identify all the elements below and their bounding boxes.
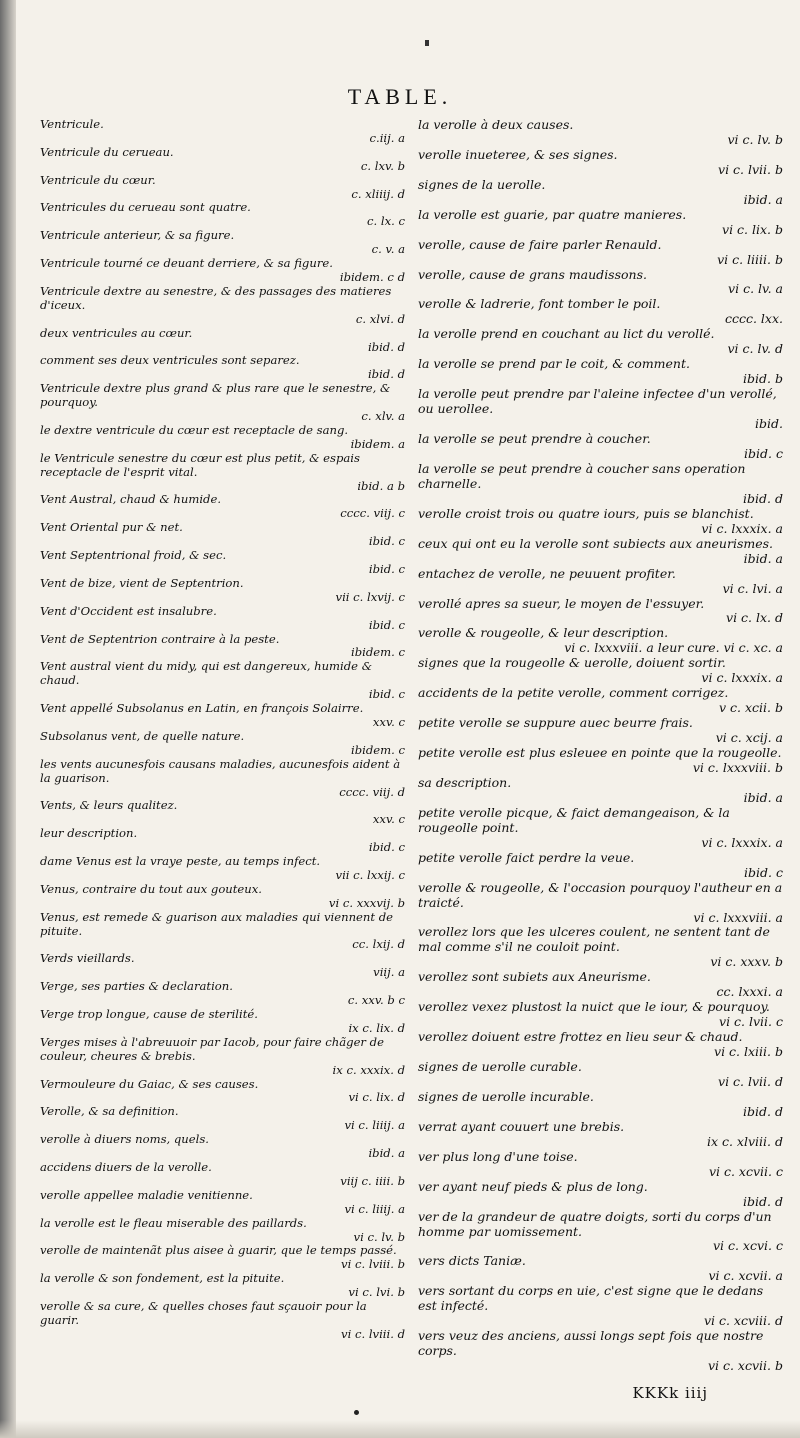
index-entry-reference: vi c. liiij. a [344,1201,405,1216]
index-entry-text: la verolle prend en couchant au lict du verollé. [418,326,715,342]
index-entry [40,1244,405,1272]
index-entry-text: Verge trop longue, cause de sterilité. [40,1007,258,1021]
index-entry-text: verolle & rougeolle, & leur description. [418,625,669,641]
index-entry-reference: ibidem. c [351,645,405,660]
index-entry-reference: vii c. lxvij. c [335,589,405,604]
index-entry-reference: vi c. xxxv. b [710,954,783,970]
index-entry-reference: vi c. xcvii. b [707,1358,783,1374]
index-entry-text: Verge, ses parties & declaration. [40,979,233,994]
index-entry-text: verolle inueteree, & ses signes. [418,146,618,162]
index-entry-text: Subsolanus vent, de quelle nature. [40,728,245,743]
index-entry-reference: viij. a [373,965,405,980]
index-entry [418,1090,783,1120]
index-entry [40,174,405,202]
index-entry [40,605,405,633]
index-entry [40,1300,405,1342]
index-entry-text: accidens diuers de la verolle. [40,1159,212,1174]
index-entry-reference: vi c. lxxxix. a [701,670,783,686]
index-entry-reference: vi c. lvi. b [348,1285,405,1300]
index-entry-text: verolle & ladrerie, font tomber le poil. [418,296,661,312]
index-entry-text: Vent Oriental pur & net. [40,520,183,535]
index-entry-text: Verds vieillards. [40,951,135,966]
index-entry-reference: ibid. c [744,864,783,880]
index-entry [40,1036,405,1078]
index-entry [40,883,405,911]
index-entry [40,911,405,953]
index-entry-text: verolle croist trois ou quatre iours, puis se blanchist. [418,505,754,521]
index-entry-reference: ibid. d [367,339,405,354]
index-entry [418,432,783,462]
index-entry-reference: v c. xcii. b [719,700,783,716]
index-entry [40,577,405,605]
index-entry-text: petite verolle faict perdre la veue. [418,849,635,865]
index-entry-reference: c. v. a [371,242,405,257]
index-entry-reference: vi c. lviii. d [341,1326,405,1341]
index-entry-text: Vent d'Occident est insalubre. [40,603,217,618]
index-entry [418,118,783,148]
index-entry [418,1150,783,1180]
index-entry-reference: vi c. lvii. d [718,1074,783,1089]
index-entry-text: ver ayant neuf pieds & plus de long. [418,1178,648,1194]
index-entry [418,925,783,970]
index-entry-reference: vi c. lv. b [727,131,783,147]
index-entry-text: verolle & sa cure, & quelles choses faut sçauoir pour la guarir. [40,1299,367,1327]
index-entry-reference: ibid. c [368,617,405,632]
index-entry-text: deux ventricules au cœur. [40,325,193,340]
index-entry [418,1284,783,1329]
index-entry [40,146,405,174]
index-entry-text: verollez doiuent estre frottez en lieu seur & chaud. [418,1029,743,1045]
index-entry-text: Vent Austral, chaud & humide. [40,492,222,507]
page-binding-edge [0,0,16,1438]
index-entry [418,806,783,851]
ink-dot [354,1410,359,1415]
index-entry [40,952,405,980]
index-entry [40,633,405,661]
index-entry-text: verolle, cause de faire parler Renauld. [418,236,662,252]
index-entry-text: verollez lors que les ulceres coulent, ne sentent tant de mal comme s'il ne couloit point. [418,924,770,955]
index-entry [40,521,405,549]
index-entry [40,229,405,257]
index-entry-reference: vi c. lxxxix. a [701,520,783,536]
index-entry [40,285,405,327]
index-entry [418,776,783,806]
index-column-right [418,118,783,1374]
page-title: TABLE. [347,84,453,109]
index-entry [418,746,783,776]
index-entry-text: Ventricules du cerueau sont quatre. [40,200,251,215]
index-entry-reference: ix c. xxxix. d [332,1062,405,1077]
index-entry [418,268,783,298]
index-entry-reference: vi c. lviii. b [341,1257,405,1272]
index-entry-text: accidents de la petite verolle, comment corrigez. [418,685,729,701]
index-entry-text: Verolle, & sa definition. [40,1104,179,1119]
index-entry-reference: vi c. lxxxviii. a [693,909,783,925]
index-column-left [40,118,405,1342]
index-entry-text: petite verolle se suppure auec beurre frais. [418,715,693,731]
index-entry-text: Vent austral vient du midy, qui est dangereux, humide & chaud. [40,659,373,688]
index-entry [418,1030,783,1060]
index-entry-reference: vii c. lxxij. c [335,867,405,882]
index-entry-text: entachez de verolle, ne peuuent profiter. [418,565,676,581]
index-entry-text: les vents aucunesfois causans maladies, aucunesfois aident à la guarison. [40,756,401,785]
index-entry [40,660,405,702]
index-entry-text: Verges mises à l'abreuuoir par Iacob, pour faire chãger de couleur, cheures & brebis. [40,1034,384,1063]
index-entry-text: signes de uerolle incurable. [418,1088,594,1104]
index-entry-text: verolle, cause de grans maudissons. [418,266,647,282]
index-entry-text: comment ses deux ventricules sont separez. [40,353,300,368]
index-entry-text: dame Venus est la vraye peste, au temps infect. [40,854,321,869]
index-entry-text: verollez sont subiets aux Aneurisme. [418,969,651,985]
index-entry-reference: ibid. a [743,789,783,805]
index-entry [418,178,783,208]
index-entry-reference: vi c. lxiii. b [714,1044,783,1060]
index-entry-reference: ibid. d [743,1193,783,1209]
index-entry-reference: viij c. iiii. b [340,1173,405,1188]
index-entry [418,686,783,716]
index-entry-text: ver de la grandeur de quatre doigts, sorti du corps d'un homme par uomissement. [418,1208,772,1239]
index-entry-text: Ventricule dextre plus grand & plus rare que le senestre, & pourquoy. [40,381,391,410]
index-entry [418,1329,783,1374]
index-entry-reference: ibidem. c d [339,269,405,284]
index-entry-reference: vi c. lv. b [353,1229,405,1244]
index-entry [418,507,783,537]
index-entry-reference: vi c. lix. d [348,1090,405,1105]
index-entry [40,257,405,285]
index-entry [418,387,783,432]
index-entry-text: la verolle peut prendre par l'aleine infectee d'un verollé, ou uerollee. [418,386,777,417]
index-entry-reference: ibid. d [743,1103,783,1119]
index-entry [418,462,783,507]
index-entry [40,1189,405,1217]
index-entry-text: la verolle est le fleau miserable des paillards. [40,1215,307,1230]
index-entry-text: signes de uerolle curable. [418,1059,582,1075]
index-entry [40,493,405,521]
index-entry-reference: ibid. c [744,445,783,461]
index-entry [40,1272,405,1300]
index-entry-reference: ibid. c [368,687,405,702]
index-entry-reference: ibid. b [743,371,783,387]
index-entry-text: Vent appellé Subsolanus en Latin, en françois Solairre. [40,701,364,716]
index-entry-reference: vi c. lxxxix. a [701,834,783,850]
index-entry-reference: vi c. liiii. b [717,251,783,267]
index-entry [40,1008,405,1036]
index-entry-reference: c.iij. a [369,130,405,145]
index-entry-text: Vent de Septentrion contraire à la peste. [40,631,280,646]
index-entry-text: Venus, est remede & guarison aux maladies qui viennent de pituite. [40,909,393,938]
index-entry-reference: ibidem. c [351,742,405,757]
index-entry-reference: vi c. xcij. a [715,730,783,746]
index-entry [418,1210,783,1255]
index-entry-text: Ventricule tourné ce deuant derriere, & sa figure. [40,256,333,271]
index-entry-text: Ventricule du cœur. [40,172,156,187]
index-entry-reference: vi c. xcviii. d [703,1313,783,1329]
index-entry-text: vers sortant du corps en uie, c'est signe que le dedans est infecté. [418,1283,764,1314]
index-entry [40,549,405,577]
index-entry [40,327,405,355]
index-entry [40,201,405,229]
index-entry-text: ver plus long d'une toise. [418,1148,578,1164]
index-entry-text: leur description. [40,826,138,841]
index-entry [40,1217,405,1245]
index-entry-reference: c. lx. c [367,214,405,229]
index-entry-text: la verolle & son fondement, est la pituite. [40,1271,285,1286]
index-entry [418,881,783,926]
index-entry-reference: ibid. [755,416,783,432]
index-entry-text: sa description. [418,774,512,790]
index-entry [418,716,783,746]
index-entry-reference: vi c. lv. d [727,341,783,357]
index-entry-reference: vi c. lxxxviii. b [692,759,783,775]
index-entry [418,537,783,567]
index-entry [418,851,783,881]
index-entry [418,238,783,268]
index-entry-text: Ventricule. [40,117,104,131]
index-entry-reference: cc. lxxxi. a [716,984,783,1000]
index-entry-reference: vi c. lvii. c [719,1014,783,1030]
index-entry [418,1254,783,1284]
index-entry-reference: ix c. xlviii. d [706,1133,783,1149]
index-entry-reference: vi c. xcvi. c [712,1238,783,1254]
index-entry-reference: ibid. d [743,490,783,506]
index-entry-text: signes de la uerolle. [418,176,546,192]
index-entry [418,567,783,597]
index-entry [418,597,783,627]
index-entry-reference: vi c. lvi. a [722,580,783,596]
index-entry [418,1120,783,1150]
index-entry-text: verolle de maintenãt plus aisee à guarir, que le temps passé. [40,1243,397,1258]
index-entry-reference: cc. lxij. d [352,937,405,952]
index-entry-text: Vermouleure du Gaiac, & ses causes. [40,1076,259,1091]
index-entry-text: Ventricule dextre au senestre, & des passages des matieres d'iceux. [40,283,392,312]
index-entry-reference: c. xlvi. d [355,311,405,326]
index-entry-reference: c. lxv. b [360,158,405,173]
index-entry-text: la verolle se peut prendre à coucher sans operation charnelle. [418,460,746,491]
index-entry-text: petite verolle picque, & faict demangeaison, & la rougeolle point. [418,804,730,835]
index-entry-reference: vi c. lix. b [722,221,783,237]
index-entry-text: la verolle se prend par le coit, & comment. [418,356,690,372]
index-entry-reference: ibid. a [368,1146,405,1161]
index-entry [418,1000,783,1030]
index-entry [418,626,783,656]
index-entry-text: Venus, contraire du tout aux gouteux. [40,881,262,896]
index-entry [40,1105,405,1133]
signature-mark: KKKk iiij [632,1384,708,1402]
index-entry-text: Vent Septentrional froid, & sec. [40,548,227,563]
index-entry-reference: ibid. a [743,550,783,566]
index-entry-reference: ibid. c [368,840,405,855]
index-entry [40,827,405,855]
index-entry-reference: ibid. a b [357,478,405,493]
index-entry-text: ceux qui ont eu la verolle sont subiects aux aneurismes. [418,535,774,551]
index-entry-text: Ventricule du cerueau. [40,144,174,159]
index-entry-text: verollé apres sa sueur, le moyen de l'essuyer. [418,595,705,611]
index-entry-text: la verolle se peut prendre à coucher. [418,431,651,447]
index-entry-text: le dextre ventricule du cœur est receptacle de sang. [40,422,349,437]
index-entry [40,118,405,146]
index-entry-reference: c. xlv. a [361,409,405,424]
index-entry-reference: ibid. c [368,534,405,549]
index-entry [40,730,405,758]
index-entry-reference: cccc. viij. c [340,506,405,521]
index-entry-reference: cccc. lxx. [724,311,783,327]
index-entry-text: la verolle est guarie, par quatre manieres. [418,206,687,222]
index-entry [40,1133,405,1161]
index-entry [40,1078,405,1106]
index-entry-text: verolle appellee maladie venitienne. [40,1187,253,1202]
index-entry [40,980,405,1008]
index-entry [418,656,783,686]
index-entry [40,855,405,883]
index-entry [418,148,783,178]
index-entry-reference: cccc. viij. d [339,784,405,799]
index-entry-reference: vi c. xcvii. a [708,1268,783,1284]
index-entry-text: vers veuz des anciens, aussi longs sept fois que nostre corps. [418,1328,764,1359]
index-entry-reference: vi c. xxxvij. b [328,895,405,910]
index-entry-reference: ix c. lix. d [348,1020,405,1035]
index-entry-reference: ibidem. a [350,436,405,451]
index-entry [418,357,783,387]
index-entry [40,424,405,452]
index-entry [40,452,405,494]
index-entry-reference: vi c. lv. a [728,281,783,297]
index-entry [40,1161,405,1189]
index-entry-reference: ibid. c [368,562,405,576]
index-entry-text: signes que la rougeolle & uerolle, doiuent sortir. [418,655,726,671]
index-entry-text: vers dicts Taniæ. [418,1253,526,1269]
index-entry-reference: vi c. lx. d [726,610,783,626]
index-entry-text: Vents, & leurs qualitez. [40,798,178,813]
index-entry [418,1060,783,1090]
index-entry [40,702,405,730]
index-entry [40,799,405,827]
index-entry-text: petite verolle est plus esleuee en pointe que la rougeolle. [418,745,782,761]
index-entry-reference: vi c. lvii. b [718,161,783,177]
index-entry-reference: ibid. d [367,367,405,382]
index-entry-reference: vi c. lxxxviii. a leur cure. vi c. xc. a [564,640,783,656]
index-entry [418,297,783,327]
index-entry-reference: xxv. c [372,812,405,827]
index-entry [40,758,405,800]
index-entry-reference: xxv. c [372,714,405,729]
index-entry-text: verolle & rougeolle, & l'occasion pourquoy l'autheur en a traicté. [418,879,783,910]
index-entry-reference: vi c. xcvii. c [708,1163,783,1179]
index-entry-text: verolle à diuers noms, quels. [40,1132,209,1147]
index-entry-reference: c. xxv. b c [347,993,405,1008]
index-entry-text: verollez vexez plustost la nuict que le iour, & pourquoy. [418,999,770,1015]
index-entry [418,208,783,238]
page-bottom-shadow [0,1420,800,1438]
index-entry [40,382,405,424]
index-entry-text: Ventricule anterieur, & sa figure. [40,228,235,243]
index-entry [418,970,783,1000]
ink-mark [425,40,429,46]
index-entry [418,1180,783,1210]
index-entry-reference: ibid. a [743,191,783,207]
index-entry-reference: vi c. liiij. a [344,1118,405,1133]
index-entry-text: le Ventricule senestre du cœur est plus petit, & espais receptacle de l'esprit vital. [40,450,360,479]
index-entry [418,327,783,357]
index-entry-text: Vent de bize, vient de Septentrion. [40,575,244,590]
index-entry-text: verrat ayant couuert une brebis. [418,1118,625,1134]
index-entry-reference: c. xliiij. d [351,186,405,201]
index-entry [40,354,405,382]
index-entry-text: la verolle à deux causes. [418,117,574,132]
